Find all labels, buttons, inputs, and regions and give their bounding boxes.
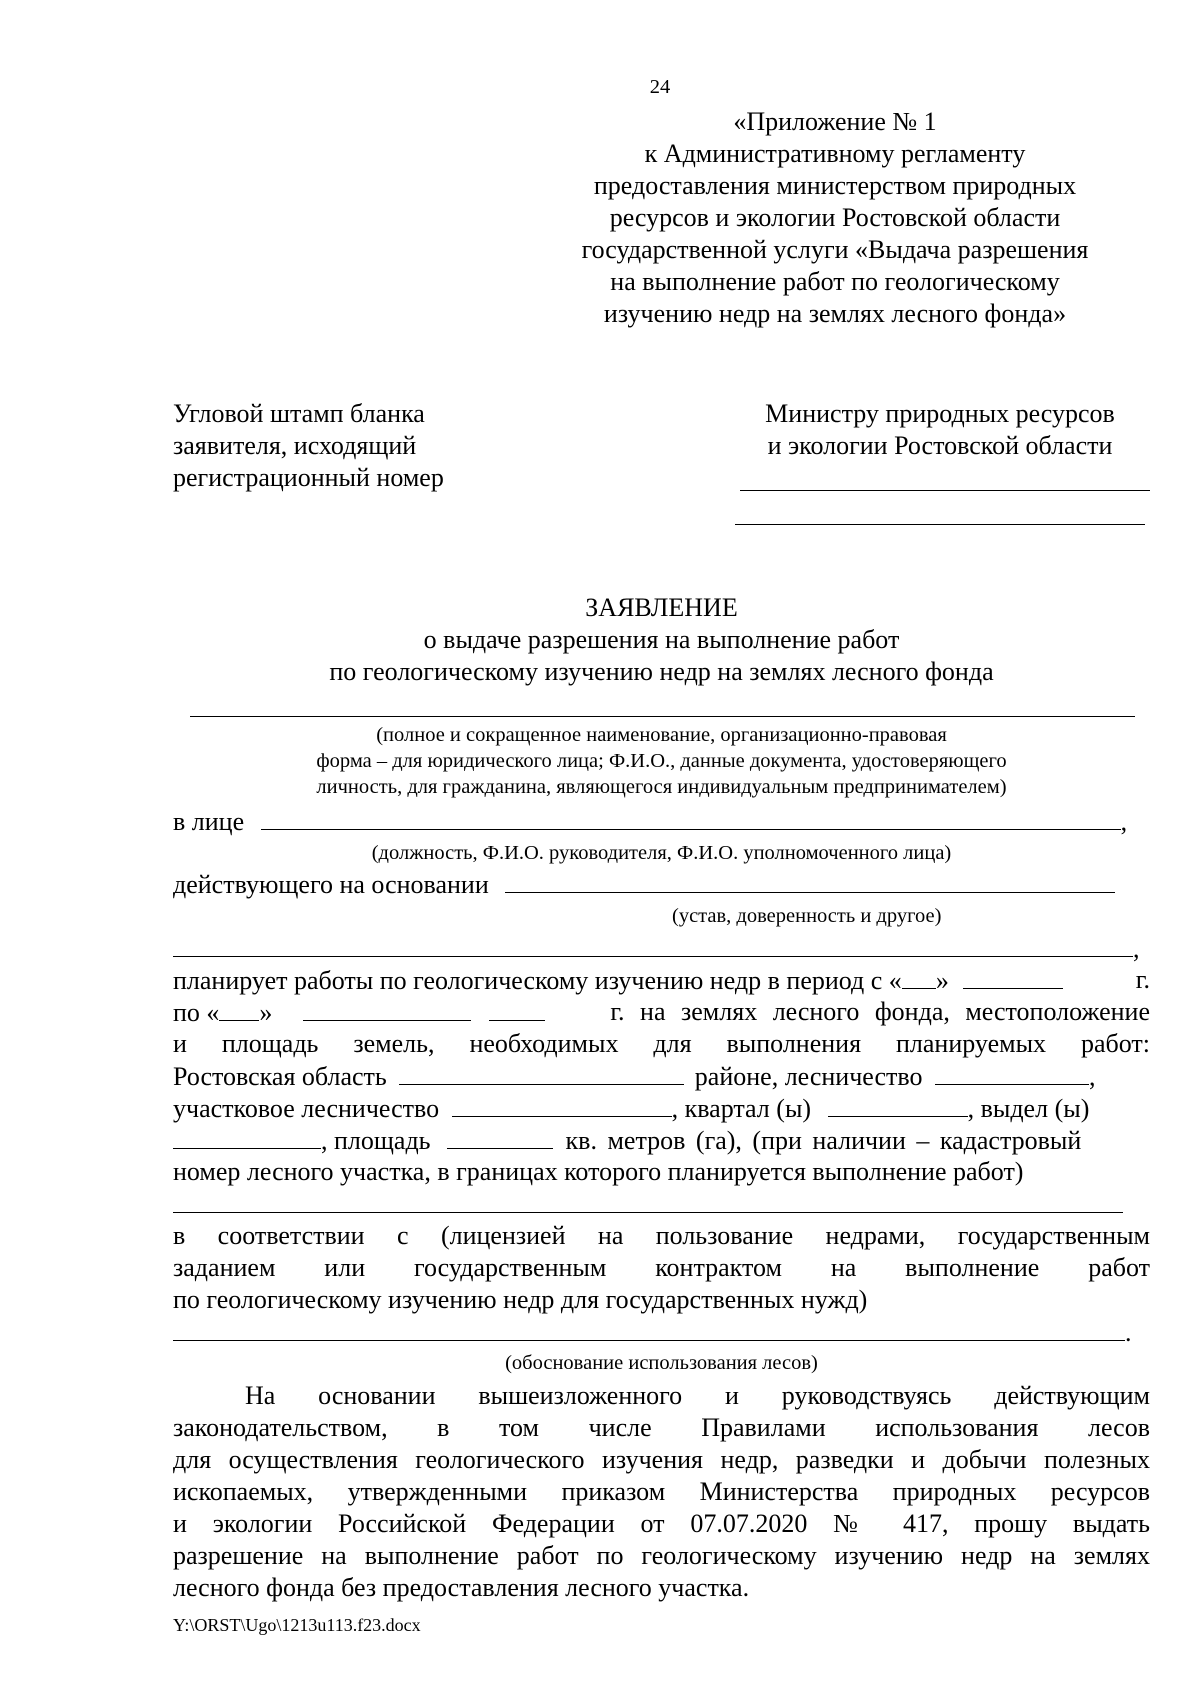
acting-basis-field[interactable] <box>505 868 1115 893</box>
final-line: и экологии Российской Федерации от 07.07.2020 № 417, прошу выдать <box>173 1509 1150 1538</box>
forest-use-field[interactable] <box>173 1316 1125 1341</box>
in-person-comma: , <box>1120 807 1128 836</box>
plan-text <box>173 964 1063 996</box>
hint-line: (полное и сокращенное наименование, организационно-правовая <box>376 724 947 746</box>
plan-line-4 <box>173 1060 1150 1092</box>
appendix-line: ресурсов и экологии Ростовской области <box>609 203 1061 232</box>
stamp-line: заявителя, исходящий <box>173 431 417 460</box>
forest-use-row <box>173 1316 1150 1348</box>
plan-line-5 <box>173 1092 1150 1124</box>
appendix-line: на выполнение работ по геологическому <box>610 267 1060 296</box>
in-person-label: в лице <box>173 807 245 836</box>
applicant-name-line[interactable] <box>190 716 1135 717</box>
area-units-text: кв. метров (га), (при наличии – кадастровый <box>565 1126 1082 1155</box>
final-paragraph <box>173 1380 1150 1604</box>
addressee-block <box>730 398 1150 462</box>
comma: , <box>1088 1062 1096 1091</box>
forest-use-hint: (обоснование использования лесов) <box>505 1352 818 1374</box>
continuation-field[interactable] <box>173 932 1133 957</box>
forestry-label: районе, лесничество <box>694 1062 923 1091</box>
region-label: Ростовская область <box>173 1062 387 1091</box>
continuation-comma: , <box>1133 934 1140 963</box>
appendix-line: государственной услуги «Выдача разрешения <box>581 235 1089 264</box>
applicant-name-hint <box>173 722 1150 800</box>
in-person-field[interactable] <box>261 805 1121 830</box>
hint-line: форма – для юридического лица; Ф.И.О., данные документа, удостоверяющего <box>316 750 1007 772</box>
period: . <box>1125 1318 1132 1347</box>
addressee-line: Министру природных ресурсов <box>765 399 1115 428</box>
quote-close: » <box>259 998 273 1027</box>
district-forestry-label: участковое лесничество <box>173 1094 440 1123</box>
period-end-year-field[interactable] <box>489 996 545 1021</box>
document-subtitle: о выдаче разрешения на выполнение работ <box>423 625 900 654</box>
hint-line: личность, для гражданина, являющегося индивидуальным предпринимателем) <box>316 776 1007 798</box>
final-line: лесного фонда без предоставления лесного участка. <box>173 1573 750 1602</box>
appendix-line: предоставления министерством природных <box>593 171 1077 200</box>
stamp-line: регистрационный номер <box>173 463 444 492</box>
page-number: 24 <box>649 76 671 98</box>
year-suffix: г. <box>1135 965 1150 994</box>
period-end-month-field[interactable] <box>303 996 471 1021</box>
cadastral-number-line[interactable] <box>173 1212 1123 1213</box>
acting-basis-label: действующего на основании <box>173 870 489 899</box>
quarter-label: , квартал (ы) <box>671 1094 812 1123</box>
final-line: разрешение на выполнение работ по геологическому изучению недр на землях <box>173 1541 1150 1570</box>
appendix-line: к Административному регламенту <box>644 139 1026 168</box>
quote-close: » <box>935 966 949 995</box>
area-label: , площадь <box>321 1126 431 1155</box>
area-field[interactable] <box>447 1124 553 1149</box>
plan-text-start: планирует работы по геологическому изучению недр в период с « <box>173 966 902 995</box>
appendix-line: изучению недр на землях лесного фонда» <box>603 299 1067 328</box>
period-end-day-field[interactable] <box>219 996 259 1021</box>
period-end-group <box>173 996 545 1028</box>
continuation-row <box>173 932 1150 964</box>
allotment-label: , выдел (ы) <box>967 1094 1090 1123</box>
final-line: На основании вышеизложенного и руководствуясь действующим <box>245 1381 1150 1410</box>
accordance-line-2: заданием или государственным контрактом на выполнение работ <box>173 1253 1150 1282</box>
forestry-field[interactable] <box>935 1060 1089 1085</box>
accordance-line-1: в соответствии с (лицензией на пользование недрами, государственным <box>173 1221 1150 1250</box>
accordance-line-3: по геологическому изучению недр для государственных нужд) <box>173 1285 868 1314</box>
period-start-day-field[interactable] <box>902 964 936 989</box>
final-line: законодательством, в том числе Правилами использования лесов <box>173 1413 1150 1442</box>
quarter-field[interactable] <box>828 1092 968 1117</box>
period-start-month-field[interactable] <box>963 964 1063 989</box>
plan-line-1 <box>173 964 1150 996</box>
addressee-name-line[interactable] <box>740 490 1150 491</box>
document-subtitle-2: по геологическому изучению недр на землях лесного фонда <box>329 657 994 686</box>
plan-text: г. на землях лесного фонда, местоположение <box>610 997 1150 1026</box>
stamp-line: Угловой штамп бланка <box>173 399 425 428</box>
document-title: ЗАЯВЛЕНИЕ <box>585 593 738 622</box>
appendix-header <box>540 106 1130 330</box>
addressee-name-line-2[interactable] <box>735 524 1145 525</box>
district-forestry-field[interactable] <box>452 1092 672 1117</box>
plan-line-2 <box>173 996 1150 1028</box>
period-end-label: по « <box>173 998 220 1027</box>
addressee-line: и экологии Ростовской области <box>767 431 1113 460</box>
plan-line-7: номер лесного участка, в границах которого планируется выполнение работ) <box>173 1157 1024 1186</box>
allotment-field[interactable] <box>173 1124 321 1149</box>
appendix-line: «Приложение № 1 <box>733 107 937 136</box>
final-line: ископаемых, утвержденными приказом Министерства природных ресурсов <box>173 1477 1150 1506</box>
acting-basis-hint: (устав, доверенность и другое) <box>672 905 942 927</box>
district-field[interactable] <box>399 1060 684 1085</box>
corner-stamp-note <box>173 398 593 494</box>
in-person-row <box>173 805 1150 837</box>
plan-line-3: и площадь земель, необходимых для выполнения планируемых работ: <box>173 1029 1150 1058</box>
plan-line-6 <box>173 1124 1150 1156</box>
in-person-hint: (должность, Ф.И.О. руководителя, Ф.И.О. уполномоченного лица) <box>371 842 952 864</box>
final-line: для осуществления геологического изучения недр, разведки и добычи полезных <box>173 1445 1150 1474</box>
file-path-footer: Y:\ORST\Ugo\1213u113.f23.docx <box>173 1615 421 1635</box>
acting-basis-row <box>173 868 1150 900</box>
